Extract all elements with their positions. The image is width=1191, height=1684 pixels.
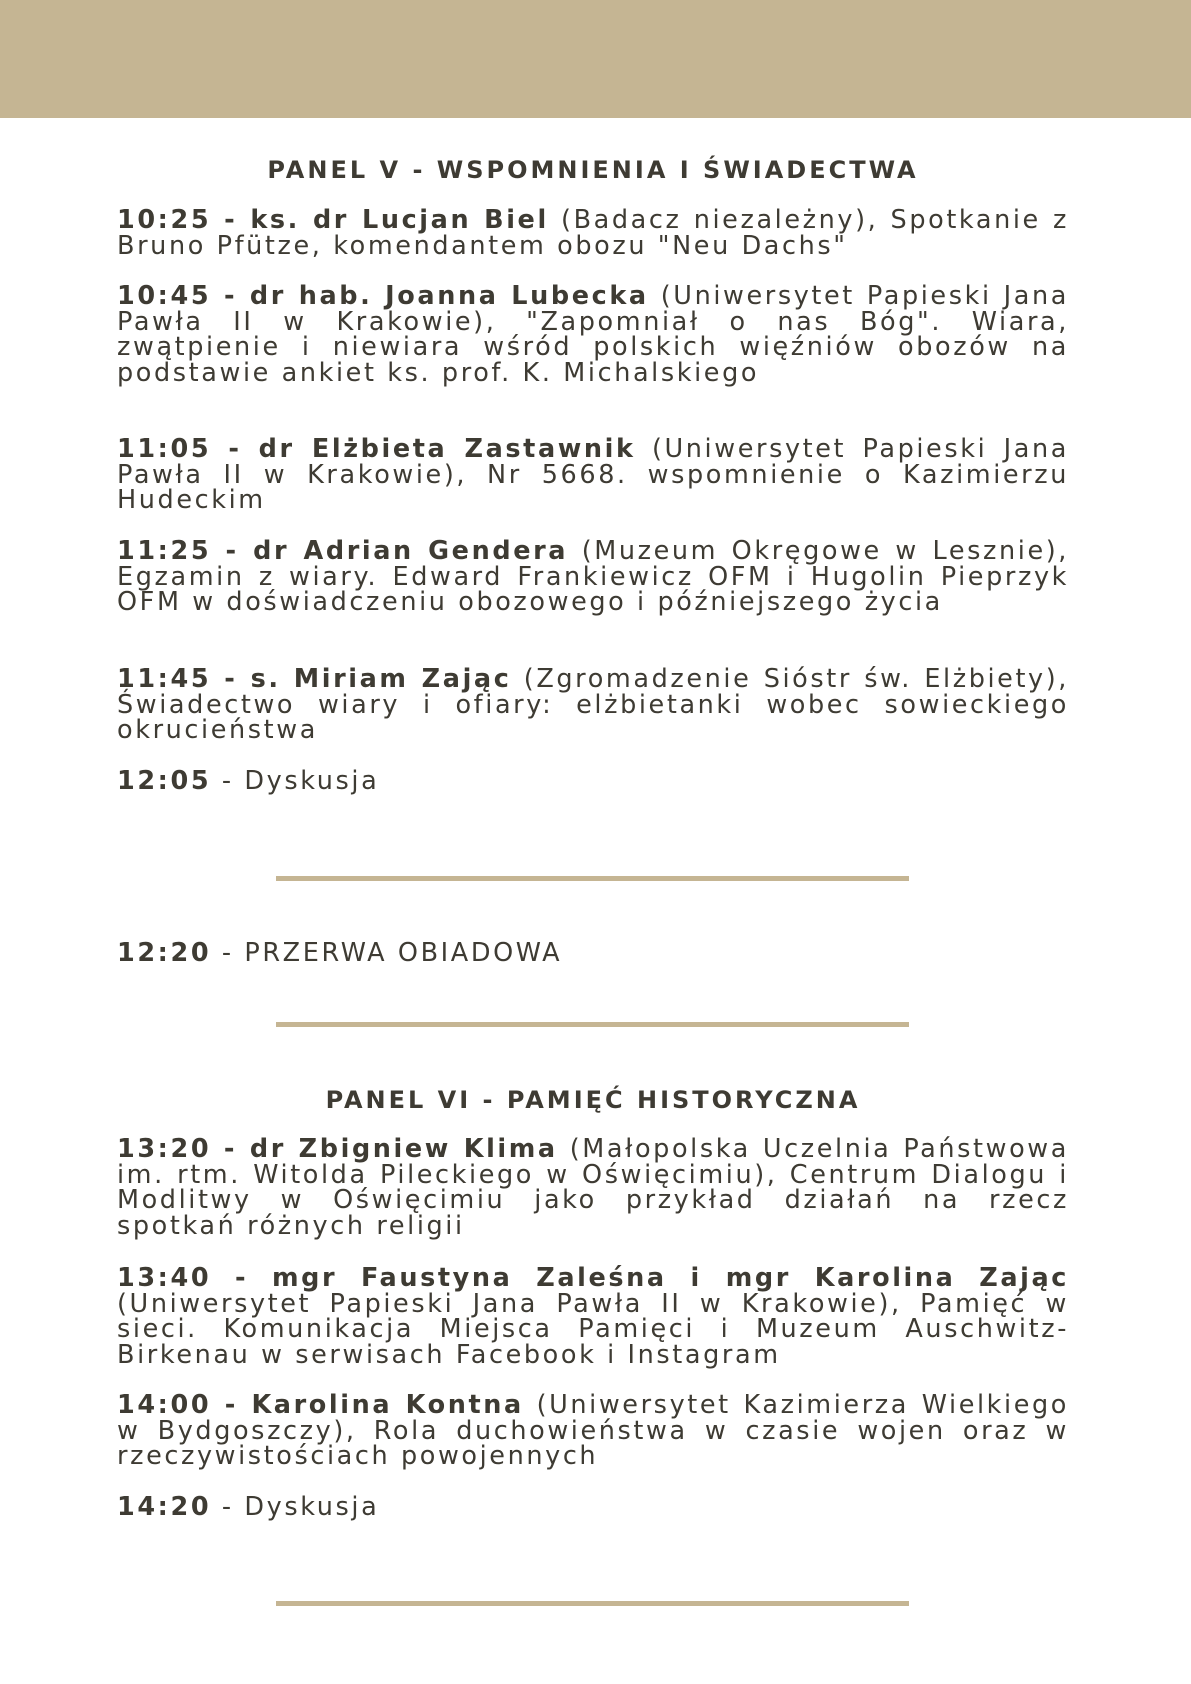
entry-separator: - (211, 434, 259, 464)
entry-time: 14:20 (117, 1492, 212, 1522)
entry-time: 11:45 (117, 664, 212, 694)
divider-line (276, 1601, 909, 1606)
entry-speaker: ks. dr Lucjan Biel (250, 205, 549, 235)
entry-details: Dyskusja (244, 766, 380, 796)
entry-details: (Muzeum Okręgowe w Lesznie), Egzamin z wiary. Edward Frankiewicz OFM i Hugolin Pieprzyk OFM w doświadczeniu obozowego i późniejszego życia (117, 536, 1069, 617)
entry-speaker: dr Zbigniew Klima (249, 1134, 558, 1164)
program-entry (117, 664, 1070, 745)
entry-separator: - (211, 1492, 245, 1522)
entry-separator: - (211, 1134, 250, 1164)
entry-time: 13:20 (117, 1134, 212, 1164)
program-entry (117, 766, 1069, 796)
break-label: PRZERWA OBIADOWA (244, 938, 563, 968)
entry-time: 10:45 (117, 281, 212, 311)
entry-separator: - (211, 938, 245, 968)
entry-details: Dyskusja (244, 1492, 380, 1522)
divider-line (276, 1022, 909, 1027)
entry-time: 14:00 (117, 1390, 212, 1420)
entry-details: (Uniwersytet Kazimierza Wielkiego w Bydgoszczy), Rola duchowieństwa w czasie wojen oraz w rzeczywistościach powojennych (117, 1390, 1069, 1471)
entry-details: (Uniwersytet Papieski Jana Pawła II w Krakowie), "Zapomniał o nas Bóg". Wiara, zwątpienie i niewiara wśród polskich więźniów obozów na podstawie ankiet ks. prof. K. Michalskiego (117, 281, 1069, 388)
panel-6-title: PANEL VI - PAMIĘĆ HISTORYCZNA (325, 1086, 861, 1114)
program-entry (117, 536, 1069, 617)
panel-5-title: PANEL V - WSPOMNIENIA I ŚWIADECTWA (267, 156, 919, 184)
lunch-break (117, 938, 1069, 968)
entry-separator: - (211, 1390, 252, 1420)
entry-speaker: dr Elżbieta Zastawnik (258, 434, 636, 464)
entry-time: 13:40 (117, 1263, 212, 1293)
entry-time: 12:20 (117, 938, 212, 968)
entry-separator: - (211, 766, 245, 796)
entry-details: (Uniwersytet Papieski Jana Pawła II w Krakowie), Pamięć w sieci. Komunikacja Miejsca Pamięci i Muzeum Auschwitz-Birkenau w serwisach Facebook i Instagram (117, 1288, 1069, 1370)
program-entry (117, 434, 1069, 515)
entry-speaker: s. Miriam Zając (250, 664, 512, 694)
entry-speaker: dr hab. Joanna Lubecka (249, 281, 649, 311)
entry-separator: - (211, 1263, 272, 1293)
program-entry (117, 1263, 1070, 1370)
entry-time: 11:25 (117, 536, 212, 566)
entry-separator: - (211, 205, 251, 235)
entry-details: (Badacz niezależny), Spotkanie z Bruno Pfütze, komendantem obozu "Neu Dachs" (117, 205, 1069, 261)
entry-speaker: Karolina Kontna (251, 1390, 524, 1420)
entry-time: 10:25 (117, 205, 212, 235)
program-entry (117, 1134, 1069, 1241)
entry-details: (Małopolska Uczelnia Państwowa im. rtm. Witolda Pileckiego w Oświęcimiu), Centrum Dialogu i Modlitwy w Oświęcimiu jako przykład działań na rzecz spotkań różnych religii (117, 1134, 1069, 1241)
entry-separator: - (211, 664, 251, 694)
program-entry (117, 1492, 1069, 1522)
entry-separator: - (211, 536, 254, 566)
program-entry (117, 1390, 1069, 1471)
entry-separator: - (211, 281, 250, 311)
program-entry (117, 281, 1069, 388)
entry-speaker: dr Adrian Gendera (253, 536, 569, 566)
entry-time: 11:05 (117, 434, 212, 464)
divider-line (276, 876, 909, 881)
entry-speaker: mgr Faustyna Zaleśna i mgr Karolina Zając (272, 1263, 1070, 1293)
entry-details: (Uniwersytet Papieski Jana Pawła II w Krakowie), Nr 5668. wspomnienie o Kazimierzu Hudeckim (117, 434, 1069, 515)
entry-details: (Zgromadzenie Sióstr św. Elżbiety), Świadectwo wiary i ofiary: elżbietanki wobec sowieckiego okrucieństwa (117, 664, 1070, 745)
program-entry (117, 205, 1069, 261)
header-band (0, 0, 1191, 118)
entry-time: 12:05 (117, 766, 212, 796)
